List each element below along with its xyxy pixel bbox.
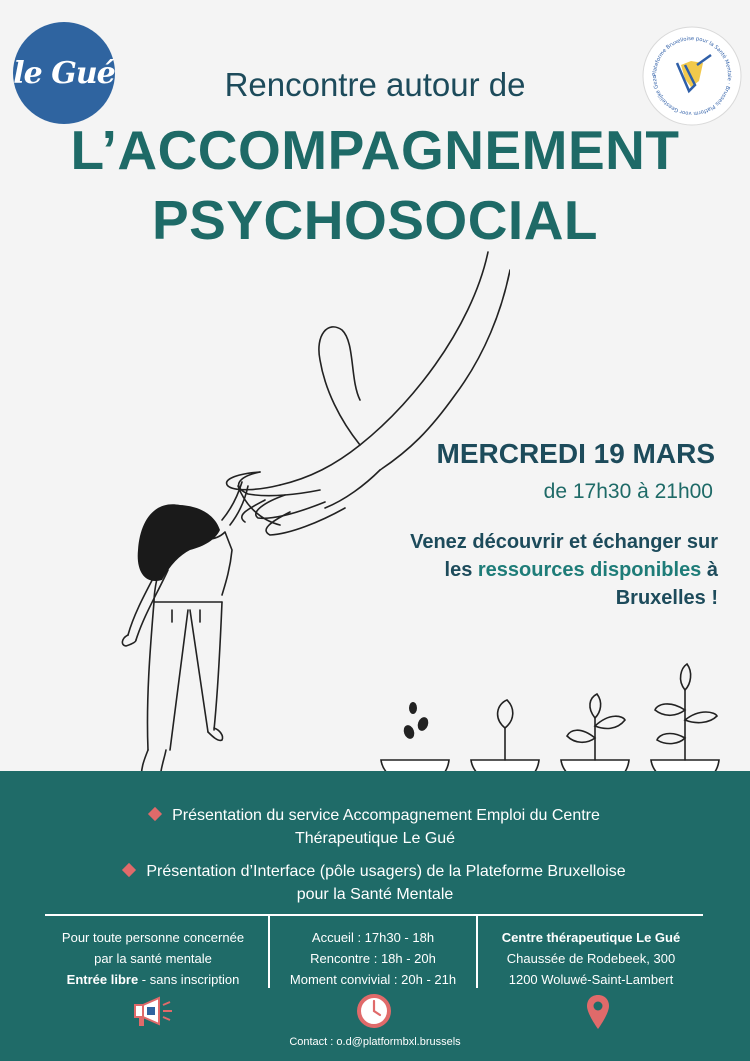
tagline-suffix: à — [701, 559, 718, 581]
audience-line-3 — [40, 969, 266, 990]
subtitle: Rencontre autour de — [224, 66, 526, 103]
tagline-line-3: Bruxelles ! — [615, 587, 718, 609]
schedule-column — [272, 927, 474, 990]
audience-column — [40, 927, 266, 990]
tagline-line-1: Venez découvrir et échanger sur — [410, 531, 718, 553]
registration-note: - sans inscription — [138, 972, 240, 987]
title-line-2: PSYCHOSOCIAL — [151, 189, 599, 251]
audience-line-1: Pour toute personne concernée — [61, 930, 245, 945]
event-time: de 17h30 à 21h00 — [543, 480, 713, 503]
program-item-1-line-2: Thérapeutique Le Gué — [294, 830, 456, 847]
program-item-2-line-1: Présentation d’Interface (pôle usagers) de la Plateforme Bruxelloise — [146, 863, 626, 880]
venue-city: 1200 Woluwé-Saint-Lambert — [508, 972, 674, 987]
tagline — [338, 528, 718, 612]
venue-column — [478, 927, 704, 990]
diamond-bullet-icon — [122, 863, 136, 877]
program-item-1-line-1: Présentation du service Accompagnement Emploi du Centre — [172, 807, 600, 824]
program-item-1 — [0, 804, 750, 850]
event-date: MERCREDI 19 MARS — [436, 438, 715, 469]
column-separator — [268, 916, 270, 988]
schedule-welcome: Accueil : 17h30 - 18h — [311, 930, 435, 945]
program-item-2-line-2: pour la Santé Mentale — [296, 886, 454, 903]
contact-email: Contact : o.d@platformbxl.brussels — [289, 1036, 461, 1048]
megaphone-icon — [133, 995, 175, 1029]
tagline-prefix: les — [444, 559, 478, 581]
title-line-1: L’ACCOMPAGNEMENT — [70, 119, 680, 181]
tagline-highlight: ressources disponibles — [477, 559, 702, 581]
free-entry-label: Entrée libre — [66, 972, 139, 987]
clock-icon — [356, 993, 392, 1029]
tagline-line-2 — [338, 556, 718, 584]
divider-line — [45, 914, 703, 916]
venue-street: Chaussée de Rodebeek, 300 — [506, 951, 676, 966]
schedule-social: Moment convivial : 20h - 21h — [289, 972, 457, 987]
schedule-meeting: Rencontre : 18h - 20h — [310, 951, 436, 966]
le-gue-logo-text: le Gué — [13, 55, 115, 91]
program-item-2 — [0, 860, 750, 906]
diamond-bullet-icon — [148, 807, 162, 821]
venue-name: Centre thérapeutique Le Gué — [501, 930, 681, 945]
location-pin-icon — [585, 993, 611, 1031]
audience-line-2: par la santé mentale — [94, 951, 212, 966]
platform-logo-text: Plateforme Bruxelloise pour la Santé Mentale · Brussels Platform voor Geestelijke Gezo — [651, 35, 733, 117]
